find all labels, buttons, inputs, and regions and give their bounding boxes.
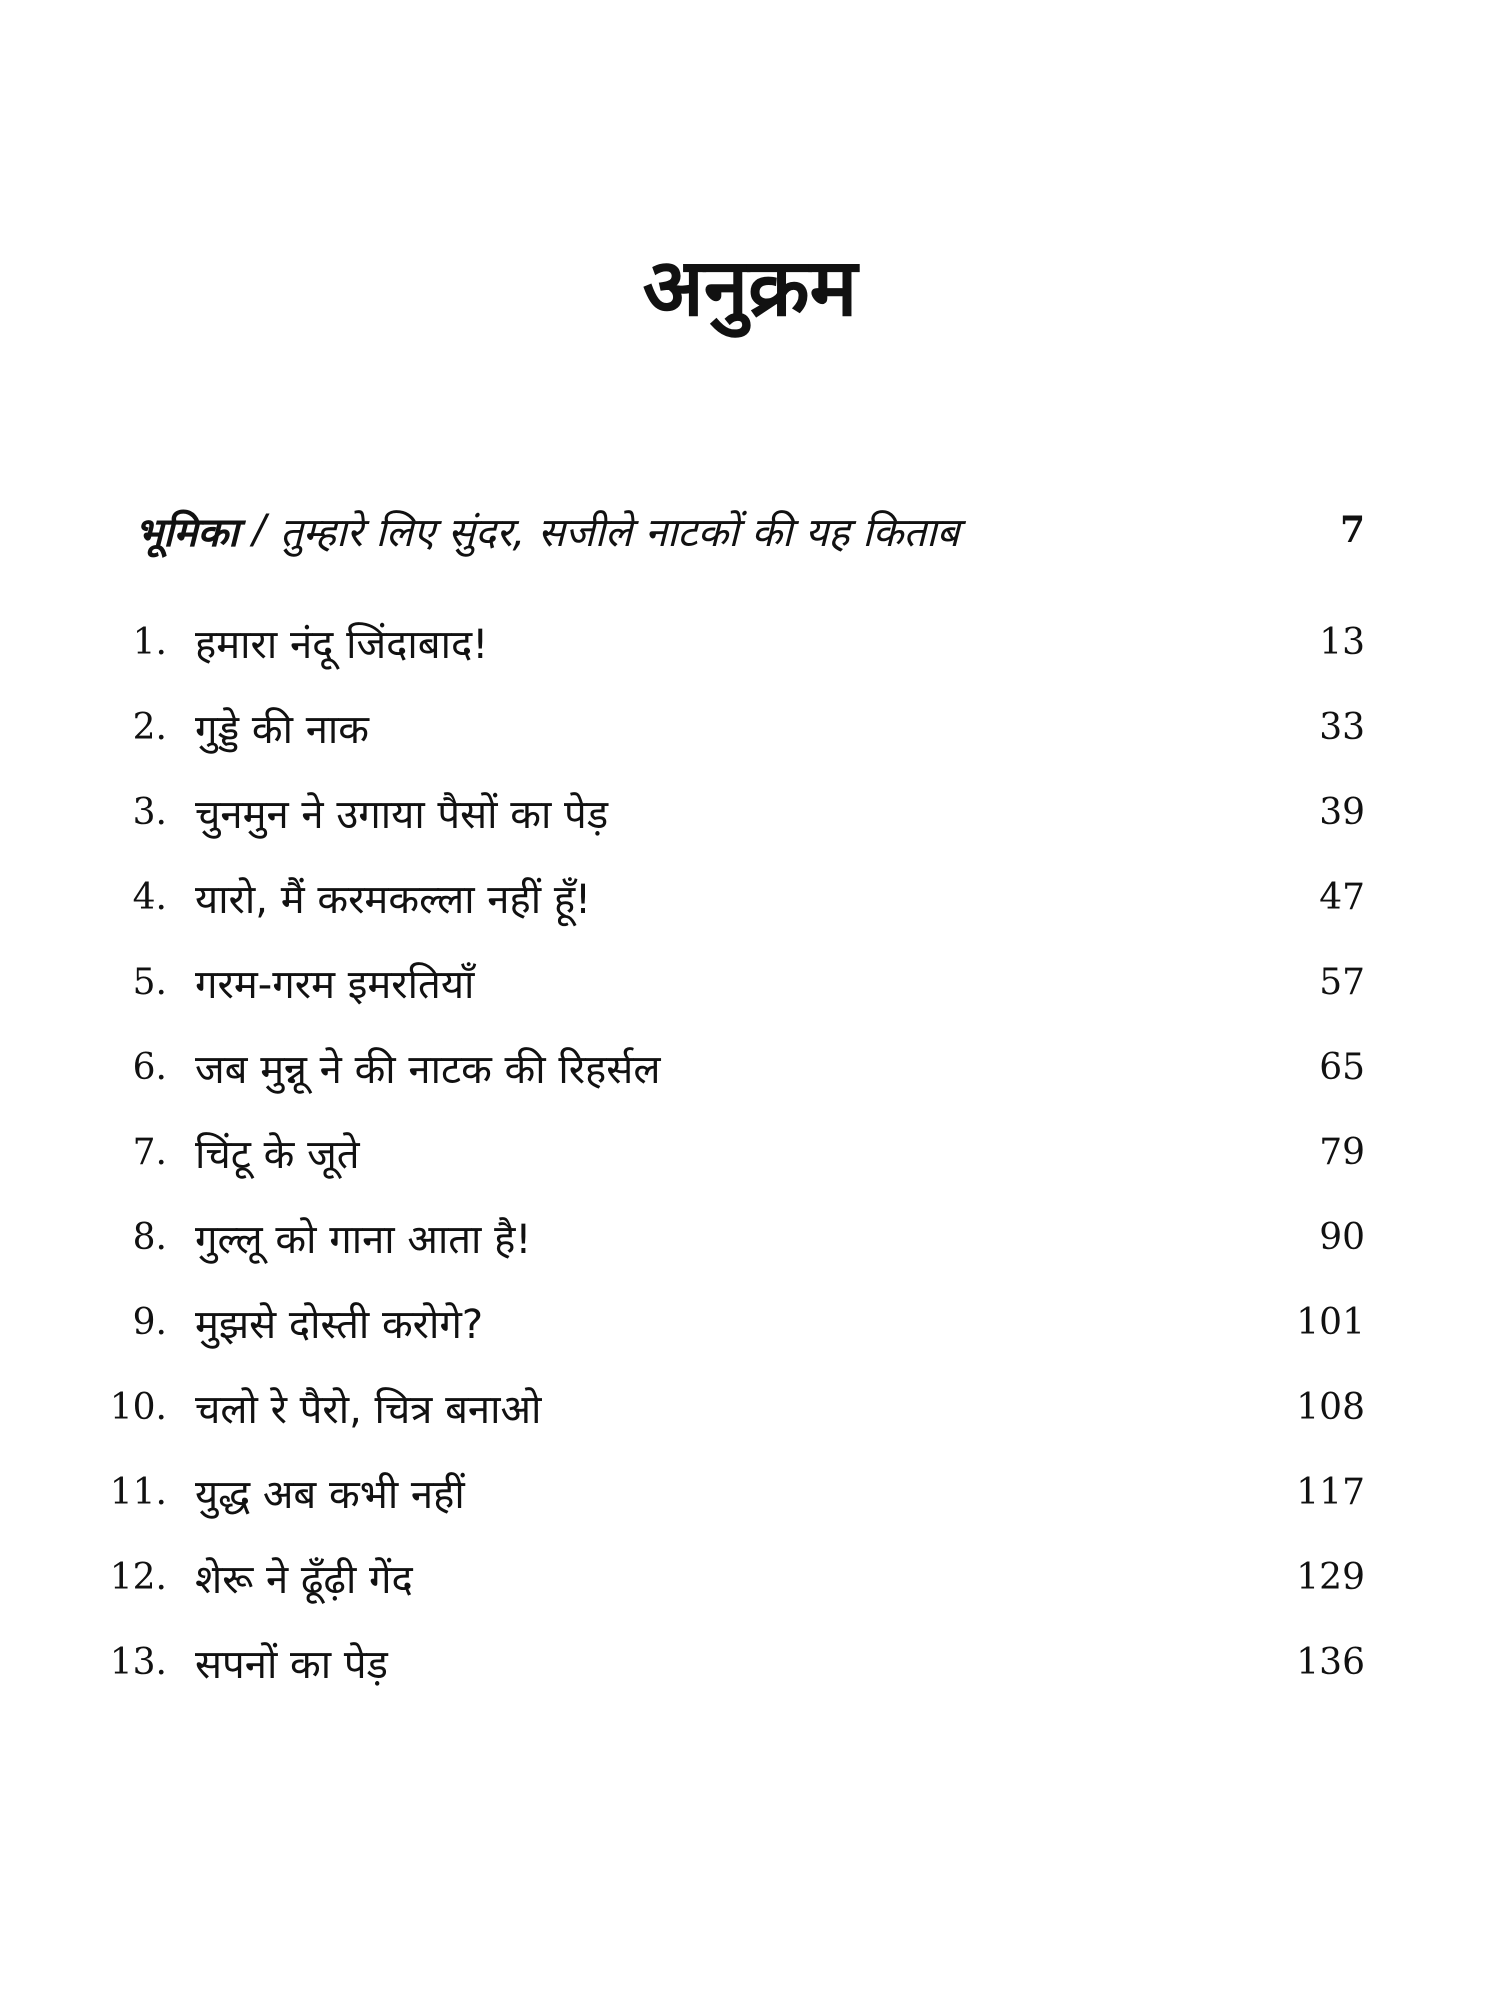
toc-entry-number: 7.	[132, 1132, 167, 1173]
intro-separator: /	[252, 507, 266, 553]
toc-entry[interactable]	[100, 940, 1365, 1025]
toc-entry-number: 1.	[132, 622, 167, 663]
toc-entry-title: गुल्लू को गाना आता है!	[195, 1217, 532, 1263]
toc-entry[interactable]	[100, 600, 1365, 685]
toc-entry-page: 129	[1296, 1557, 1365, 1598]
toc-entry-title: गरम-गरम इमरतियाँ	[195, 962, 475, 1008]
toc-entry-page: 90	[1319, 1217, 1365, 1258]
toc-entry-number: 13.	[109, 1642, 167, 1683]
toc-entry-title: चिंटू के जूते	[195, 1132, 360, 1178]
toc-entry-title: शेरू ने ढूँढ़ी गेंद	[195, 1557, 413, 1603]
toc-entry[interactable]	[100, 1195, 1365, 1280]
toc-entry-page: 136	[1296, 1642, 1365, 1683]
toc-entry-title: चलो रे पैरो, चित्र बनाओ	[195, 1387, 542, 1433]
toc-entry-number: 12.	[109, 1557, 167, 1598]
toc-entry-page: 65	[1319, 1047, 1365, 1088]
page-title: अनुक्रम	[642, 241, 858, 334]
toc-entry-page: 79	[1319, 1132, 1365, 1173]
toc-entry-title: युद्ध अब कभी नहीं	[195, 1472, 465, 1518]
toc-entry-title: यारो, मैं करमकल्ला नहीं हूँ!	[195, 877, 592, 923]
toc-entry[interactable]	[100, 1620, 1365, 1705]
toc-entry[interactable]	[100, 1110, 1365, 1195]
toc-entry-title: चुनमुन ने उगाया पैसों का पेड़	[195, 792, 609, 838]
intro-label: भूमिका	[135, 509, 239, 556]
toc-entry-number: 10.	[109, 1387, 167, 1428]
toc-list	[100, 600, 1365, 1705]
toc-entry[interactable]	[100, 685, 1365, 770]
toc-entry-number: 11.	[109, 1472, 167, 1513]
toc-entry-number: 3.	[132, 792, 167, 833]
toc-entry[interactable]	[100, 770, 1365, 855]
toc-entry[interactable]	[100, 1450, 1365, 1535]
toc-entry-number: 8.	[132, 1217, 167, 1258]
toc-entry-number: 6.	[132, 1047, 167, 1088]
toc-entry-page: 57	[1319, 962, 1365, 1003]
toc-entry-page: 39	[1319, 792, 1365, 833]
toc-entry-number: 4.	[132, 877, 167, 918]
toc-entry-page: 47	[1319, 877, 1365, 918]
toc-entry[interactable]	[100, 1280, 1365, 1365]
toc-entry-number: 9.	[132, 1302, 167, 1343]
toc-entry-page: 13	[1319, 622, 1365, 663]
toc-entry-title: हमारा नंदू जिंदाबाद!	[195, 622, 489, 668]
toc-entry-number: 2.	[132, 707, 167, 748]
toc-entry-title: मुझसे दोस्ती करोगे?	[195, 1302, 484, 1348]
toc-entry-page: 108	[1296, 1387, 1365, 1428]
toc-entry-title: सपनों का पेड़	[195, 1642, 388, 1688]
toc-entry-title: गुड्डे की नाक	[195, 707, 369, 753]
toc-entry-title: जब मुन्नू ने की नाटक की रिहर्सल	[195, 1047, 661, 1093]
toc-entry[interactable]	[100, 1365, 1365, 1450]
toc-entry-number: 5.	[132, 962, 167, 1003]
toc-entry[interactable]	[100, 1535, 1365, 1620]
intro-title: तुम्हारे लिए सुंदर, सजीले नाटकों की यह किताब	[279, 509, 960, 556]
toc-entry-page: 117	[1296, 1472, 1365, 1513]
toc-entry-page: 33	[1319, 707, 1365, 748]
toc-entry[interactable]	[100, 1025, 1365, 1110]
toc-entry[interactable]	[100, 855, 1365, 940]
toc-intro-row[interactable]	[135, 500, 1365, 560]
toc-entry-page: 101	[1296, 1302, 1365, 1343]
intro-page-number: 7	[1339, 509, 1365, 551]
